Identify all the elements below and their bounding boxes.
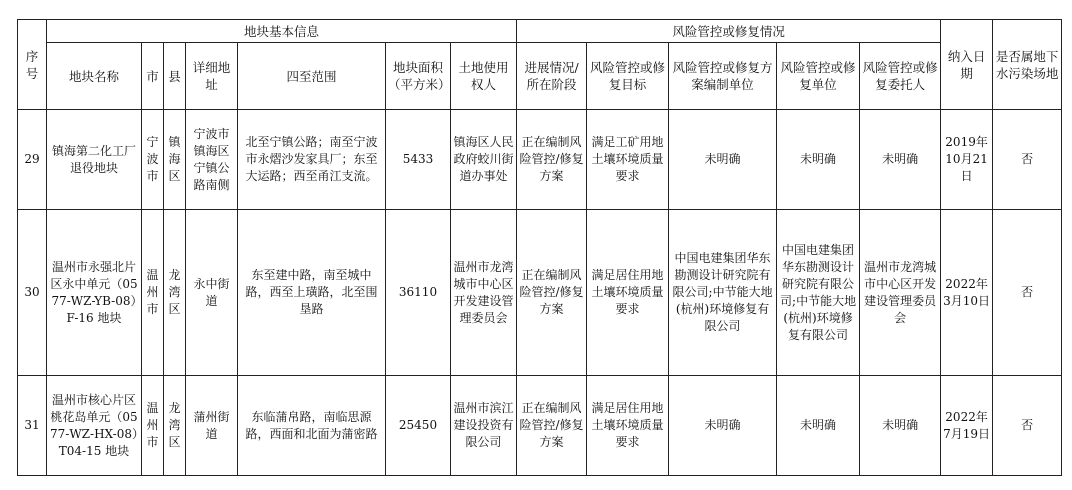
header-groundwater: 是否属地下水污染场地 <box>993 20 1062 110</box>
header-address: 详细地址 <box>186 43 238 110</box>
cell-city: 温州市 <box>142 210 164 376</box>
table-row <box>18 376 1062 476</box>
cell-boundaries: 东临蒲帛路，南临思源路，西面和北面为蒲密路 <box>238 376 386 476</box>
cell-address: 宁波市镇海区宁镇公路南侧 <box>186 110 238 210</box>
cell-boundaries: 北至宁镇公路；南至宁波市永熠沙发家具厂；东至大运路；西至甬江支流。 <box>238 110 386 210</box>
header-repair-unit: 风险管控或修复单位 <box>777 43 860 110</box>
cell-county: 龙湾区 <box>164 210 186 376</box>
cell-area: 36110 <box>386 210 451 376</box>
cell-city: 宁波市 <box>142 110 164 210</box>
cell-client: 温州市龙湾城市中心区开发建设管理委员会 <box>860 210 941 376</box>
cell-address: 蒲州街道 <box>186 376 238 476</box>
header-area: 地块面积（平方米） <box>386 43 451 110</box>
cell-land-owner: 温州市滨江建设投资有限公司 <box>451 376 517 476</box>
table-row <box>18 210 1062 376</box>
cell-plan-unit: 未明确 <box>669 110 777 210</box>
cell-seq: 30 <box>18 210 47 376</box>
cell-address: 永中街道 <box>186 210 238 376</box>
cell-groundwater: 否 <box>993 210 1062 376</box>
cell-progress: 正在编制风险管控/修复方案 <box>517 210 587 376</box>
cell-county: 龙湾区 <box>164 376 186 476</box>
cell-target: 满足居住用地土壤环境质量要求 <box>587 376 669 476</box>
cell-plot-name: 温州市核心片区桃花岛单元（0577-WZ-HX-08）T04-15 地块 <box>47 376 142 476</box>
cell-seq: 31 <box>18 376 47 476</box>
cell-county: 镇海区 <box>164 110 186 210</box>
cell-land-owner: 镇海区人民政府蛟川街道办事处 <box>451 110 517 210</box>
cell-target: 满足居住用地土壤环境质量要求 <box>587 210 669 376</box>
cell-repair-unit: 未明确 <box>777 376 860 476</box>
cell-plan-unit: 中国电建集团华东勘测设计研究院有限公司;中节能大地(杭州)环境修复有限公司 <box>669 210 777 376</box>
cell-area: 25450 <box>386 376 451 476</box>
contaminated-site-table <box>17 19 1062 476</box>
cell-seq: 29 <box>18 110 47 210</box>
cell-target: 满足工矿用地土壤环境质量要求 <box>587 110 669 210</box>
header-progress: 进展情况/所在阶段 <box>517 43 587 110</box>
header-client: 风险管控或修复委托人 <box>860 43 941 110</box>
header-plan-unit: 风险管控或修复方案编制单位 <box>669 43 777 110</box>
cell-plan-unit: 未明确 <box>669 376 777 476</box>
cell-land-owner: 温州市龙湾城市中心区开发建设管理委员会 <box>451 210 517 376</box>
header-county: 县 <box>164 43 186 110</box>
cell-boundaries: 东至建中路，南至城中路，西至上璜路，北至围垦路 <box>238 210 386 376</box>
header-basic-info-group: 地块基本信息 <box>47 20 517 43</box>
cell-client: 未明确 <box>860 376 941 476</box>
cell-groundwater: 否 <box>993 376 1062 476</box>
header-inclusion-date: 纳入日期 <box>941 20 993 110</box>
header-target: 风险管控或修复目标 <box>587 43 669 110</box>
cell-progress: 正在编制风险管控/修复方案 <box>517 376 587 476</box>
cell-repair-unit: 中国电建集团华东勘测设计研究院有限公司;中节能大地(杭州)环境修复有限公司 <box>777 210 860 376</box>
header-boundaries: 四至范围 <box>238 43 386 110</box>
cell-groundwater: 否 <box>993 110 1062 210</box>
cell-plot-name: 温州市永强北片区永中单元（0577-WZ-YB-08）F-16 地块 <box>47 210 142 376</box>
table-row <box>18 110 1062 210</box>
cell-client: 未明确 <box>860 110 941 210</box>
header-seq: 序号 <box>18 20 47 110</box>
cell-repair-unit: 未明确 <box>777 110 860 210</box>
cell-plot-name: 镇海第二化工厂退役地块 <box>47 110 142 210</box>
cell-city: 温州市 <box>142 376 164 476</box>
cell-date: 2022年7月19日 <box>941 376 993 476</box>
header-city: 市 <box>142 43 164 110</box>
header-risk-group: 风险管控或修复情况 <box>517 20 941 43</box>
cell-date: 2019年10月21日 <box>941 110 993 210</box>
header-plot-name: 地块名称 <box>47 43 142 110</box>
cell-progress: 正在编制风险管控/修复方案 <box>517 110 587 210</box>
cell-date: 2022年3月10日 <box>941 210 993 376</box>
cell-area: 5433 <box>386 110 451 210</box>
header-land-owner: 土地使用权人 <box>451 43 517 110</box>
